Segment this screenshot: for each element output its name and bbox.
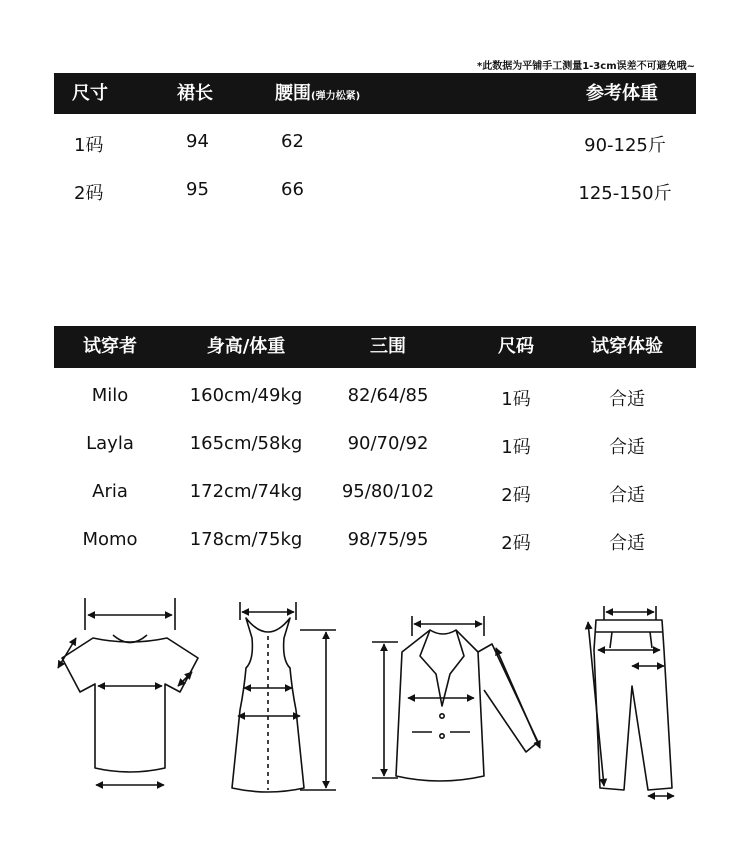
header-waist-label: 腰围 (275, 83, 311, 104)
header-waist-note: (弹力松紧) (311, 91, 361, 102)
model-size: 1码 (501, 389, 531, 410)
header-length: 裙长 (177, 83, 213, 104)
model-measurements: 98/75/95 (347, 529, 429, 550)
model-height-weight: 165cm/58kg (189, 433, 303, 454)
model-size: 2码 (501, 485, 531, 506)
row-weight: 125-150斤 (578, 183, 672, 204)
model-measurements: 82/64/85 (347, 385, 429, 406)
model-name: Milo (91, 385, 129, 406)
row-waist: 66 (281, 179, 304, 200)
tshirt-icon (58, 598, 198, 785)
header-size: 尺寸 (72, 83, 108, 104)
blazer-icon (372, 616, 540, 781)
model-fit: 合适 (609, 437, 645, 458)
pants-icon (588, 606, 674, 796)
model-fit: 合适 (609, 533, 645, 554)
row-waist: 62 (281, 131, 304, 152)
model-name: Aria (92, 481, 128, 502)
model-size: 2码 (501, 533, 531, 554)
dress-icon (232, 602, 336, 792)
row-weight: 90-125斤 (584, 135, 666, 156)
model-measurements: 95/80/102 (341, 481, 435, 502)
header-measurements: 三围 (370, 336, 406, 357)
model-height-weight: 172cm/74kg (189, 481, 303, 502)
header-height-weight: 身高/体重 (206, 336, 286, 357)
measurement-note: *此数据为平铺手工测量1-3cm误差不可避免哦~ (476, 61, 695, 72)
size-table-header (54, 73, 696, 114)
model-name: Layla (86, 433, 134, 454)
model-fit: 合适 (609, 389, 645, 410)
model-fit: 合适 (609, 485, 645, 506)
header-model: 试穿者 (83, 336, 137, 357)
model-height-weight: 178cm/75kg (189, 529, 303, 550)
model-name: Momo (82, 529, 138, 550)
row-length: 94 (186, 131, 209, 152)
header-waist (275, 73, 360, 117)
row-length: 95 (186, 179, 209, 200)
model-table-header (54, 326, 696, 368)
row-size: 2码 (74, 183, 104, 204)
model-height-weight: 160cm/49kg (189, 385, 303, 406)
header-weight: 参考体重 (586, 83, 658, 104)
model-size: 1码 (501, 437, 531, 458)
garment-illustrations (0, 590, 750, 810)
header-fit: 试穿体验 (591, 336, 663, 357)
model-measurements: 90/70/92 (347, 433, 429, 454)
header-size: 尺码 (498, 336, 534, 357)
row-size: 1码 (74, 135, 104, 156)
